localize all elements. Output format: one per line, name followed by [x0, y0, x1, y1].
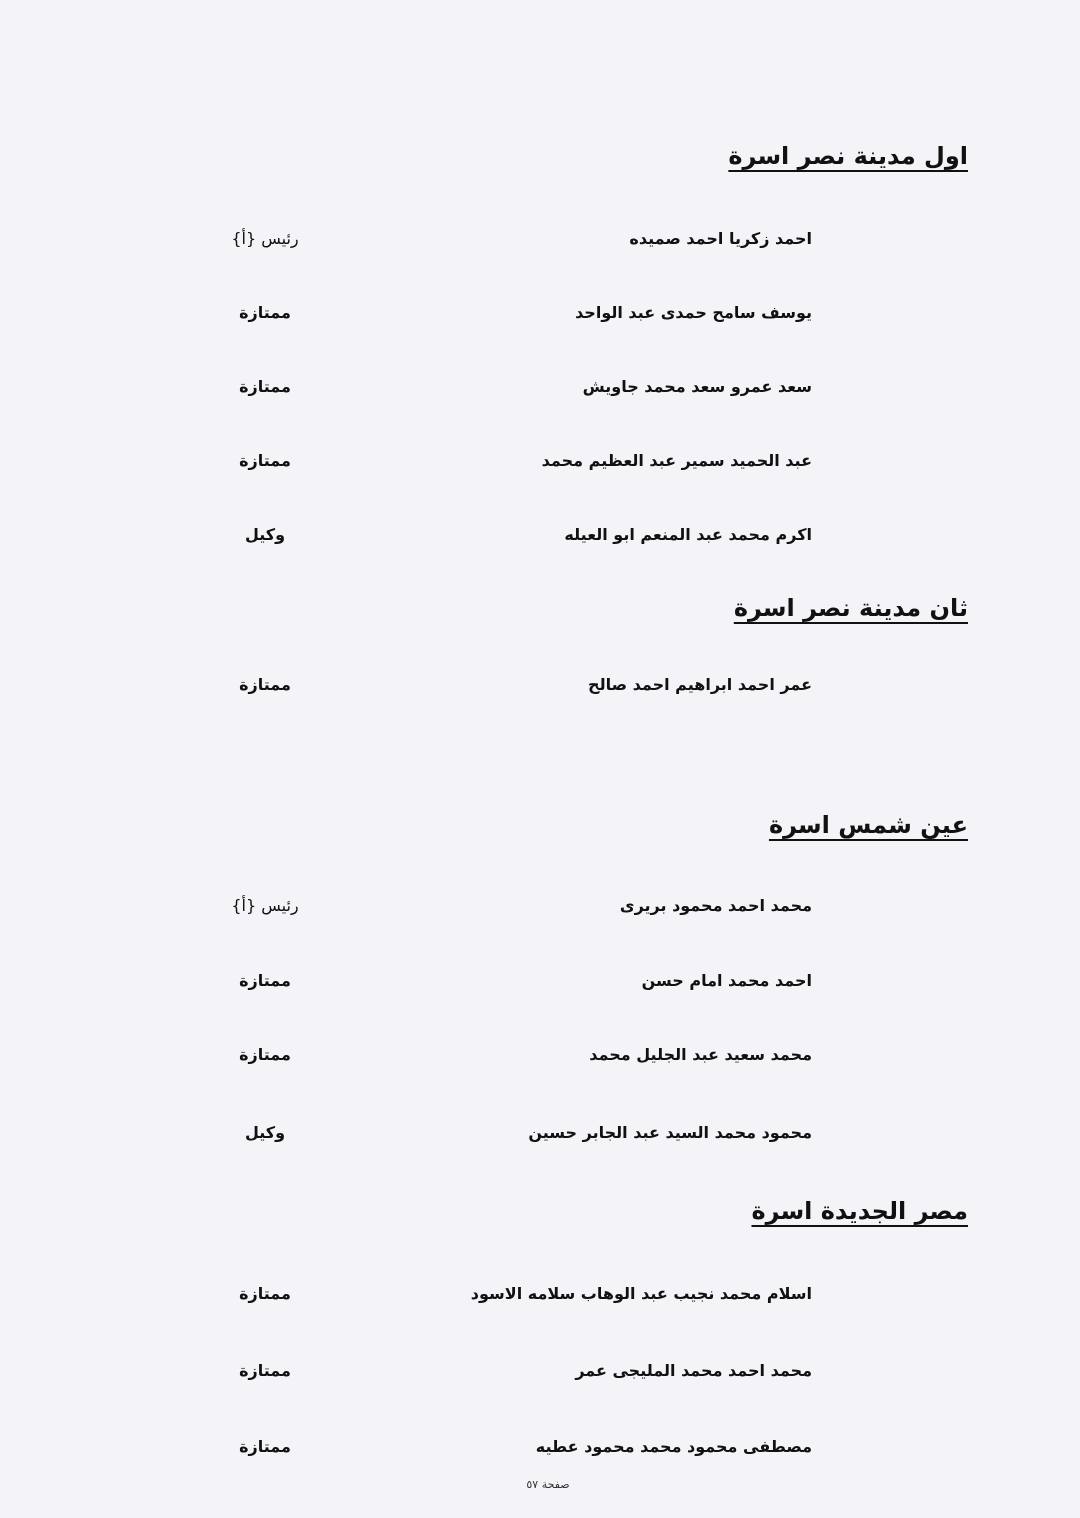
section-heading: مصر الجديدة اسرة: [751, 1197, 968, 1225]
member-name: عمر احمد ابراهيم احمد صالح: [588, 675, 812, 694]
member-name: محمد احمد محمد المليجى عمر: [575, 1361, 812, 1380]
member-row: [0, 1040, 1080, 1070]
member-status: رئيس {أ}: [231, 896, 299, 915]
member-status: ممتازة: [239, 303, 291, 322]
member-name: عبد الحميد سمير عبد العظيم محمد: [541, 451, 812, 470]
section-heading: عين شمس اسرة: [768, 811, 968, 839]
member-row: [0, 1432, 1080, 1462]
member-row: [0, 298, 1080, 328]
member-status: ممتازة: [239, 451, 291, 470]
member-name: يوسف سامح حمدى عبد الواحد: [575, 303, 812, 322]
member-status: ممتازة: [239, 1437, 291, 1456]
member-name: اسلام محمد نجيب عبد الوهاب سلامه الاسود: [470, 1284, 812, 1303]
member-row: [0, 891, 1080, 921]
member-row: [0, 446, 1080, 476]
page-number: صفحة ٥٧: [526, 1478, 570, 1491]
member-name: احمد محمد امام حسن: [641, 971, 812, 990]
member-row: [0, 224, 1080, 254]
member-row: [0, 1279, 1080, 1309]
member-status: ممتازة: [239, 971, 291, 990]
member-name: مصطفى محمود محمد محمود عطيه: [535, 1437, 812, 1456]
member-row: [0, 670, 1080, 700]
member-status: رئيس {أ}: [231, 229, 299, 248]
member-name: احمد زكريا احمد صميده: [629, 229, 812, 248]
member-name: محمد سعيد عبد الجليل محمد: [589, 1045, 812, 1064]
member-status: ممتازة: [239, 1045, 291, 1064]
member-row: [0, 1356, 1080, 1386]
member-name: اكرم محمد عبد المنعم ابو العيله: [564, 525, 812, 544]
section-heading: اول مدينة نصر اسرة: [728, 142, 968, 170]
member-row: [0, 966, 1080, 996]
member-status: ممتازة: [239, 675, 291, 694]
member-row: [0, 1118, 1080, 1148]
member-row: [0, 372, 1080, 402]
member-name: محمد احمد محمود بريرى: [619, 896, 812, 915]
member-name: سعد عمرو سعد محمد جاويش: [582, 377, 812, 396]
member-status: ممتازة: [239, 377, 291, 396]
member-row: [0, 520, 1080, 550]
member-status: وكيل: [244, 1123, 286, 1142]
member-status: ممتازة: [239, 1361, 291, 1380]
member-status: وكيل: [244, 525, 286, 544]
member-status: ممتازة: [239, 1284, 291, 1303]
member-name: محمود محمد السيد عبد الجابر حسين: [528, 1123, 812, 1142]
section-heading: ثان مدينة نصر اسرة: [733, 594, 968, 622]
